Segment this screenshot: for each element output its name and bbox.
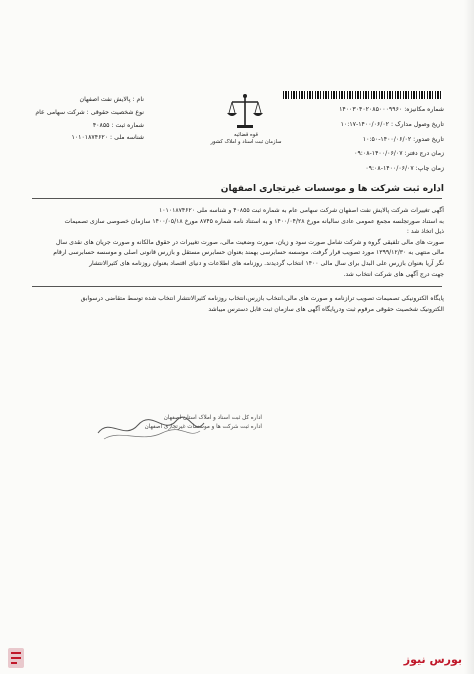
- body-line-1: آگهی تغییرات شرکت پالایش نفت اصفهان شرکت سهامی عام به شماره ثبت ۴۰۸۵۵ و شناسه ملی ۱۰۱۰۱۸۷۴۶۲۰: [159, 207, 444, 214]
- document-meta: [274, 103, 444, 177]
- registration-number: شماره ثبت : ۴۰۸۵۵: [92, 121, 144, 129]
- national-id: شناسه ملی : ۱۰۱۰۱۸۷۴۶۲۰: [71, 134, 144, 142]
- body-line-6: نگر آریا بعنوان بازرس علی البدل برای سال مالی ۱۴۰۰ انتخاب گردیدند. روزنامه های اطلاعات و دنیای اقتصاد بعنوان روزنامه های کثیرالانتشار: [89, 259, 444, 267]
- watermark-logo-icon: [6, 646, 26, 670]
- notice-line-2: الکترونیک شخصیت حقوقی مرقوم ثبت ودرپایگاه آگهی های سازمان ثبت قابل دسترس میباشد: [208, 305, 444, 313]
- divider-middle: [32, 286, 442, 287]
- office-stamp: [142, 414, 262, 432]
- body-line-4: صورت های مالی تلفیقی گروه و شرکت شامل صورت سود و زیان، صورت وضعیت مالی، صورت تغییرات در حقوق مالکانه و صورت جریان های نقدی سال: [55, 238, 444, 246]
- receipt-date: تاریخ وصول مدارک : ۱۴۰۰/۰۶/۰۲-۱۰:۱۷: [340, 120, 444, 128]
- emblem-caption: [204, 132, 288, 146]
- page-edge: [464, 0, 474, 674]
- body-line-5: مالی منتهی به ۱۳۹۹/۱۲/۳۰ مورد تصویب قرار گرفت. موسسه حسابرسی بهمند بعنوان حسابرس مستقل و بازرس قانونی اصلی و موسسه حسابرسی ارقام: [53, 249, 444, 257]
- company-info: [24, 94, 144, 145]
- barcode: [283, 91, 443, 99]
- body-line-7: جهت درج آگهی های شرکت انتخاب شد.: [343, 270, 444, 278]
- announcement-body: [34, 206, 444, 280]
- emblem-caption-line2: سازمان ثبت اسناد و املاک کشور: [210, 139, 282, 145]
- issue-date: تاریخ صدور: ۱۴۰۰/۰۶/۰۲-۱۰:۵۰: [362, 135, 444, 143]
- stamp-line-2: اداره ثبت شرکت ها و موسسات غیرتجاری اصفهان: [144, 424, 262, 430]
- body-line-3: ذیل اتخاذ شد :: [406, 228, 444, 236]
- body-line-2: به استناد صورتجلسه مجمع عمومی عادی سالیانه مورخ ۱۴۰۰/۰۴/۲۸ و به استناد نامه شماره ۸۷۴۵ مورخ ۱۴۰۰/۰۵/۱۸ سازمان خصوصی سازی تصمیمات: [64, 217, 444, 225]
- emblem-caption-line1: قوه قضائیه: [234, 132, 258, 138]
- stamp-line-1: اداره کل ثبت اسناد و املاک استان اصفهان: [163, 415, 262, 421]
- company-name: نام : پالایش نفت اصفهان: [79, 96, 144, 103]
- notice-text: [34, 294, 444, 315]
- scales-of-justice-icon: [225, 92, 265, 132]
- print-time: زمان چاپ: ۱۴۰۰/۰۶/۰۷-۰۹:۰۸: [365, 165, 444, 173]
- notice-line-1: پایگاه الکترونیکی تصمیمات تصویب ترازنامه و صورت های مالی،انتخاب بازرس،انتخاب روزنامه کثیرالانتشار انتخاب شده توسط متقاضی درسوابق: [80, 295, 444, 302]
- divider-top: [32, 198, 442, 199]
- register-time: زمان درج دفتر: ۱۴۰۰/۰۶/۰۷-۰۹:۰۸: [354, 150, 444, 158]
- office-title: اداره ثبت شرکت ها و موسسات غیرتجاری اصفهان: [220, 184, 444, 194]
- letter-number: شماره مکانیزه: ۱۴۰۰۳۰۴۰۲۰۸۵۰۰۰۹۹۶۰: [339, 106, 444, 113]
- source-logo: بورس نیوز: [403, 653, 462, 666]
- entity-type: نوع شخصیت حقوقی : شرکت سهامی عام: [35, 108, 144, 116]
